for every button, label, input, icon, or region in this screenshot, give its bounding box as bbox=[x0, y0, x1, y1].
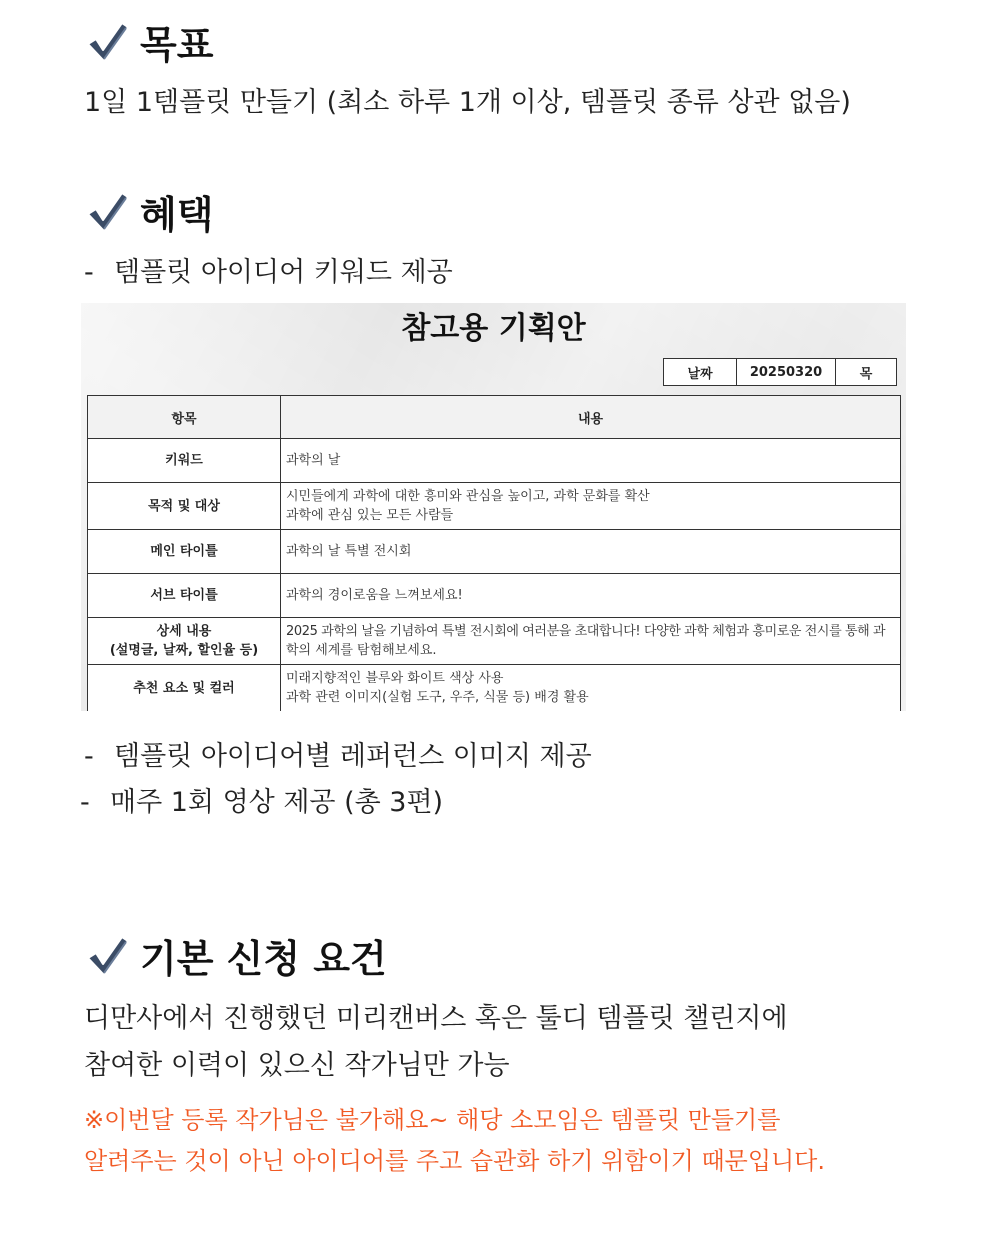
row-content-line: 과학의 날 bbox=[286, 453, 341, 468]
row-content bbox=[281, 483, 901, 530]
table-row bbox=[88, 530, 901, 574]
header-content: 내용 bbox=[281, 396, 901, 439]
benefit-item-keywords: - 템플릿 아이디어 키워드 제공 bbox=[84, 257, 453, 288]
row-label: 키워드 bbox=[88, 439, 281, 483]
weekday: 목 bbox=[836, 359, 897, 386]
row-content-line: 과학 관련 이미지(실험 도구, 우주, 식물 등) 배경 활용 bbox=[286, 690, 589, 705]
row-label: 목적 및 대상 bbox=[88, 483, 281, 530]
requirements-heading-text: 기본 신청 요건 bbox=[140, 937, 387, 981]
table-row bbox=[88, 439, 901, 483]
row-content-line: 시민들에게 과학에 대한 흥미와 관심을 높이고, 과학 문화를 확산 bbox=[286, 489, 650, 504]
row-content bbox=[281, 439, 901, 483]
table-row bbox=[88, 574, 901, 618]
checkmark-icon bbox=[84, 19, 130, 65]
row-label bbox=[88, 618, 281, 665]
row-label: 추천 요소 및 컬러 bbox=[88, 665, 281, 712]
goal-heading bbox=[84, 14, 213, 69]
requirements-note-line-1: ※이번달 등록 작가님은 불가해요~ 해당 소모임은 템플릿 만들기를 bbox=[84, 1106, 781, 1134]
row-content bbox=[281, 574, 901, 618]
benefit-item-text: 매주 1회 영상 제공 (총 3편) bbox=[110, 787, 444, 818]
row-content-line: 과학의 날 특별 전시회 bbox=[286, 544, 412, 559]
checkmark-icon bbox=[84, 933, 130, 979]
row-content-line: 과학의 경이로움을 느껴보세요! bbox=[286, 588, 463, 603]
date-box bbox=[663, 358, 897, 386]
row-label: 메인 타이틀 bbox=[88, 530, 281, 574]
requirements-line-2: 참여한 이력이 있으신 작가님만 가능 bbox=[84, 1050, 510, 1081]
table-row bbox=[88, 665, 901, 712]
table-row bbox=[88, 483, 901, 530]
requirements-note-line-2: 알려주는 것이 아닌 아이디어를 주고 습관화 하기 위함이기 때문입니다. bbox=[84, 1147, 825, 1175]
row-content-line: 학의 세계를 탐험해보세요. bbox=[286, 643, 437, 658]
row-label-line: 상세 내용 bbox=[156, 624, 212, 639]
row-label-line: (설명글, 날짜, 할인율 등) bbox=[109, 643, 259, 658]
benefit-item-references: - 템플릿 아이디어별 레퍼런스 이미지 제공 bbox=[84, 741, 592, 772]
sheet-title: 참고용 기획안 bbox=[401, 311, 586, 346]
requirements-line-1: 디만사에서 진행했던 미리캔버스 혹은 툴디 템플릿 챌린지에 bbox=[84, 1003, 788, 1034]
benefits-heading-text: 혜택 bbox=[140, 193, 214, 237]
benefit-item-text: 템플릿 아이디어 키워드 제공 bbox=[114, 257, 453, 288]
reference-plan-sheet bbox=[81, 303, 906, 711]
requirements-heading bbox=[84, 928, 387, 983]
date-value: 20250320 bbox=[737, 359, 836, 386]
row-content bbox=[281, 665, 901, 712]
table-row bbox=[88, 618, 901, 665]
plan-table bbox=[87, 395, 901, 711]
benefits-heading bbox=[84, 184, 213, 239]
header-item: 항목 bbox=[88, 396, 281, 439]
date-label: 날짜 bbox=[664, 359, 737, 386]
row-content-line: 미래지향적인 블루와 화이트 색상 사용 bbox=[286, 671, 504, 686]
goal-text: 1일 1템플릿 만들기 (최소 하루 1개 이상, 템플릿 종류 상관 없음) bbox=[84, 87, 851, 118]
row-content bbox=[281, 530, 901, 574]
row-content bbox=[281, 618, 901, 665]
goal-heading-text: 목표 bbox=[140, 23, 214, 67]
benefit-item-text: 템플릿 아이디어별 레퍼런스 이미지 제공 bbox=[114, 741, 592, 772]
benefit-item-videos: - 매주 1회 영상 제공 (총 3편) bbox=[80, 787, 444, 818]
checkmark-icon bbox=[84, 189, 130, 235]
row-content-line: 과학에 관심 있는 모든 사람들 bbox=[286, 508, 454, 523]
row-label: 서브 타이틀 bbox=[88, 574, 281, 618]
row-content-line: 2025 과학의 날을 기념하여 특별 전시회에 여러분을 초대합니다! 다양한 과학 체험과 흥미로운 전시를 통해 과 bbox=[286, 624, 886, 639]
